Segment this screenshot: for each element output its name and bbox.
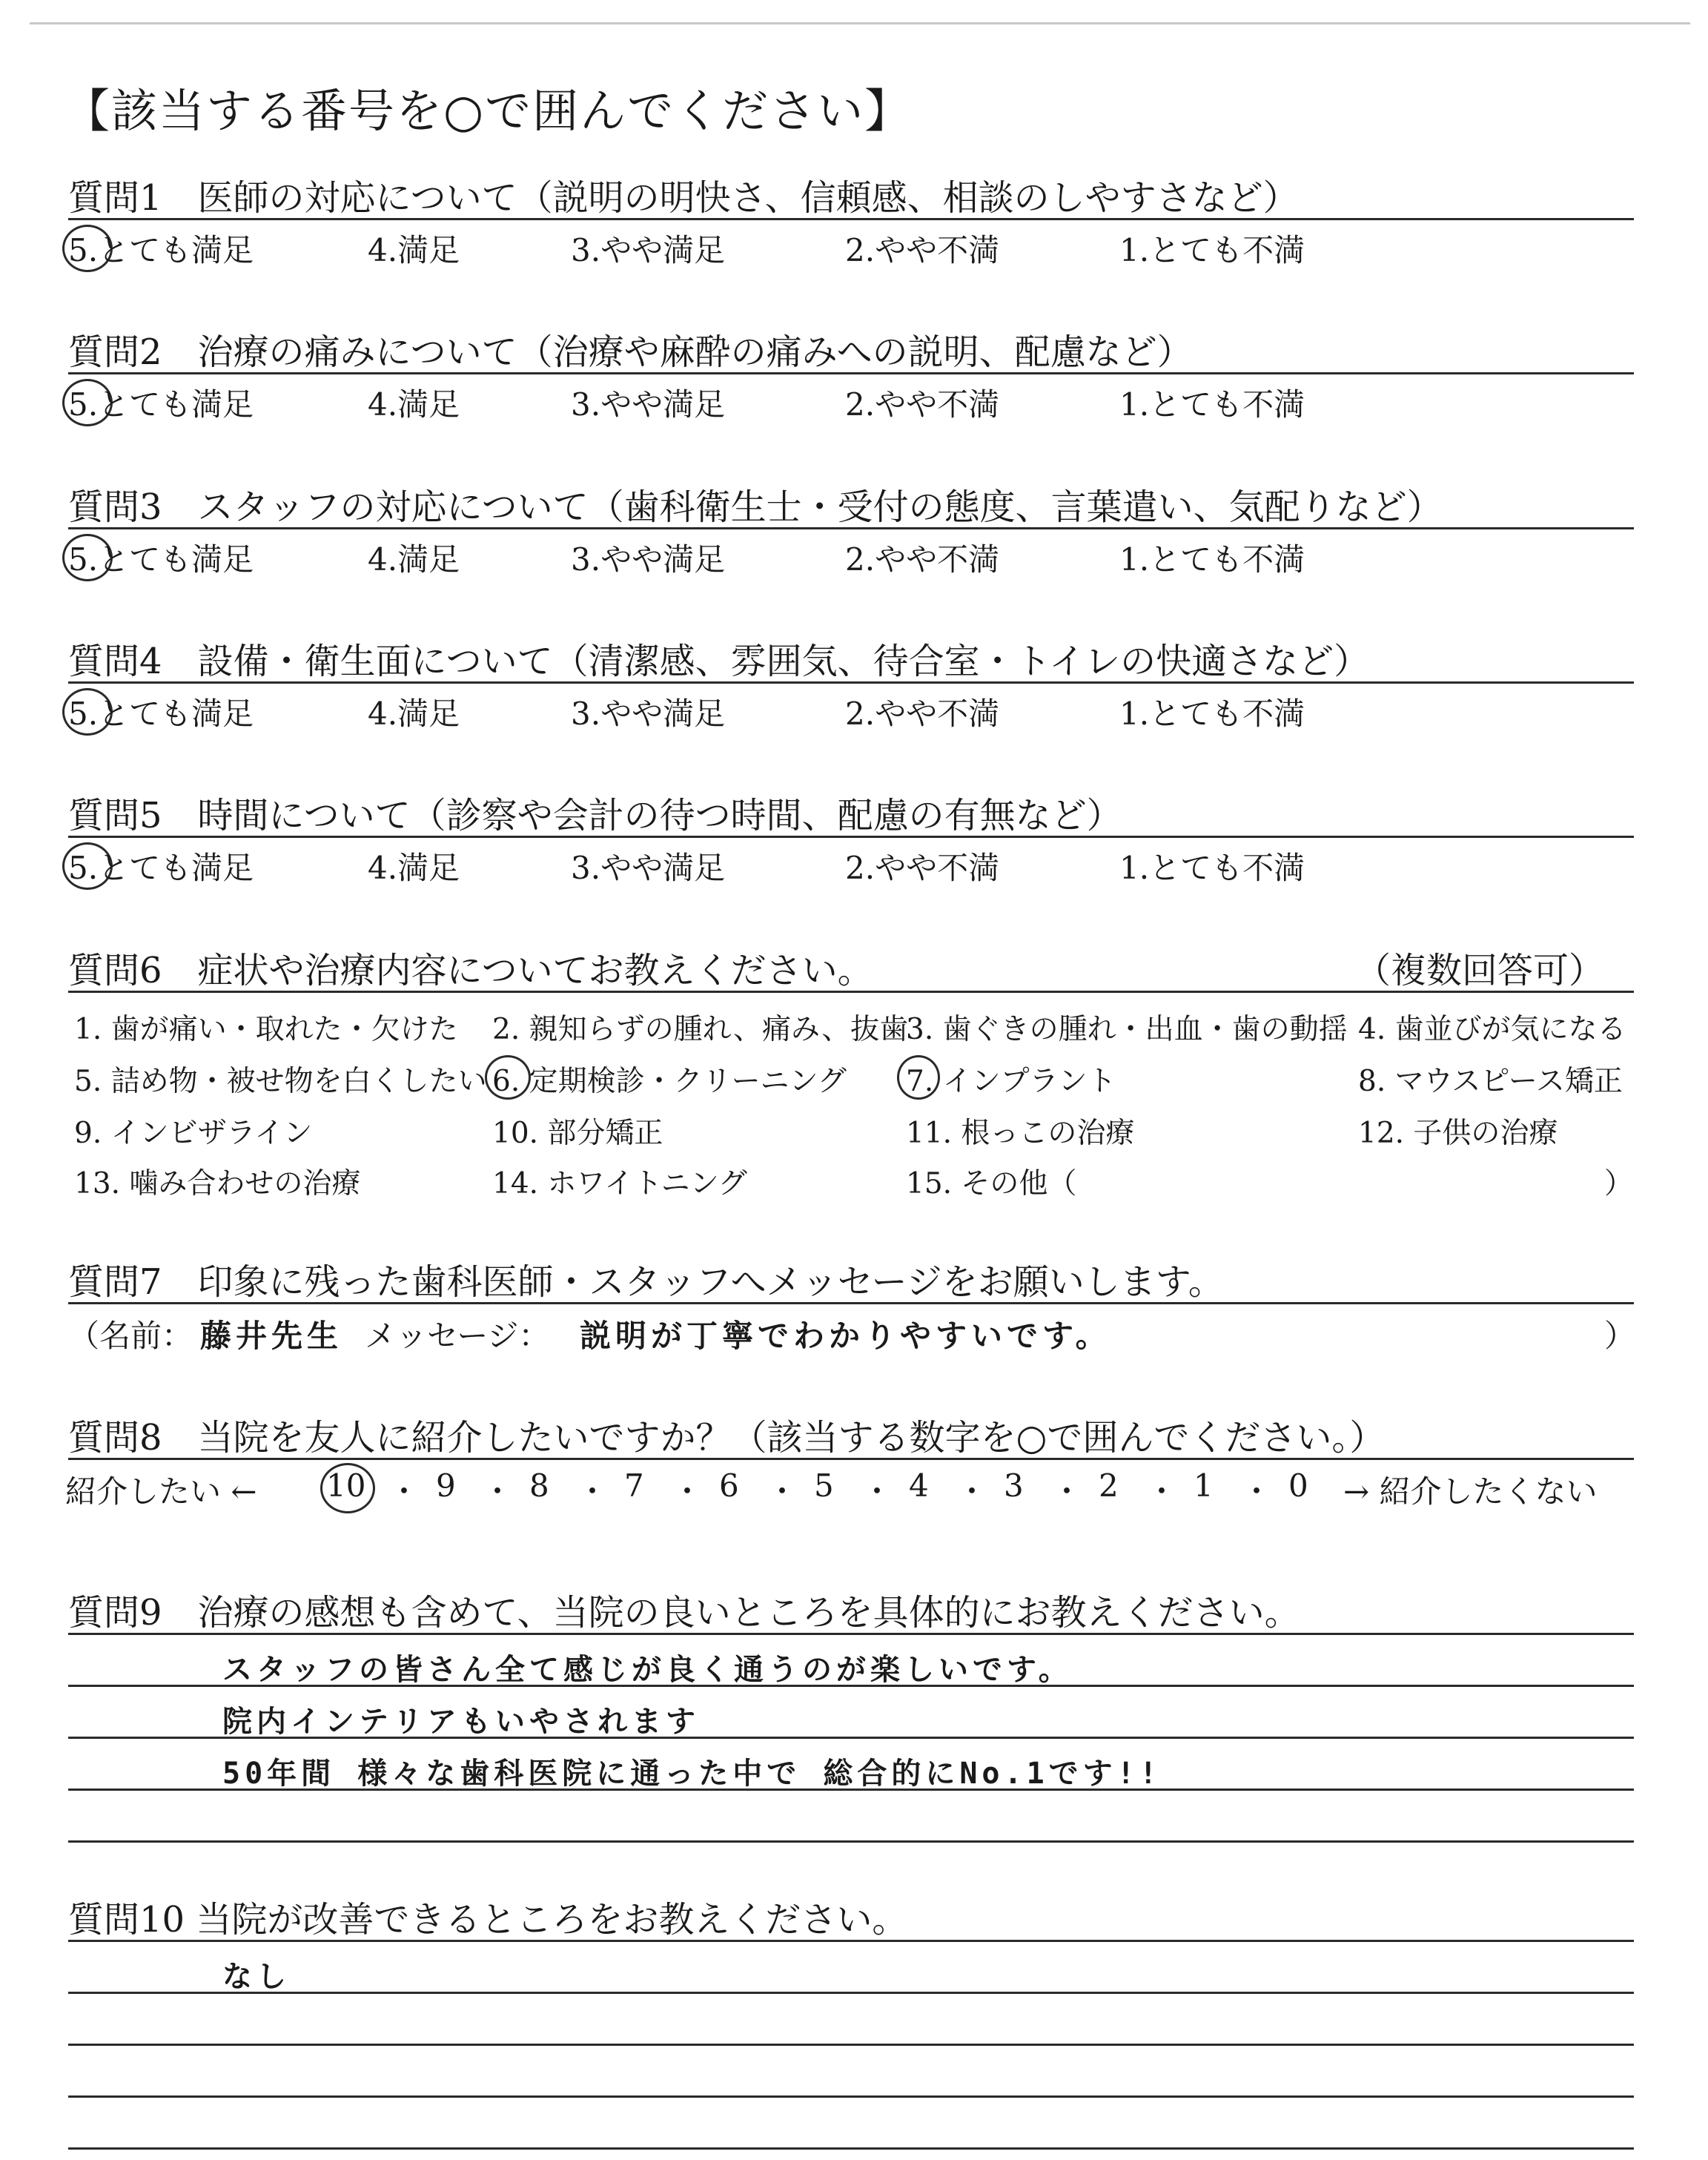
symptom-option[interactable]: 8. マウスピース矯正: [1358, 1065, 1623, 1098]
question-5: [68, 787, 1634, 891]
option-5[interactable]: 5.とても満足: [68, 696, 254, 732]
symptom-options: [68, 993, 1634, 1200]
rating-options: [68, 529, 1634, 583]
option-3[interactable]: 3.やや満足: [571, 696, 726, 732]
scale-separator: ・: [1146, 1473, 1178, 1510]
option-2[interactable]: 2.やや不満: [845, 541, 1000, 578]
scale-6[interactable]: 6: [719, 1467, 739, 1504]
option-1[interactable]: 1.とても不満: [1119, 232, 1305, 268]
symptom-option[interactable]: 7. インプラント: [906, 1065, 1116, 1098]
answer-text[interactable]: 院内インテリアもいやされます: [222, 1705, 700, 1739]
question-title: 質問10 当院が改善できるところをお教えください。: [68, 1899, 908, 1941]
answer-line: [68, 2095, 1634, 2098]
rating-options: [68, 838, 1634, 891]
question-8: [65, 1409, 1634, 1519]
answer-line: [68, 2044, 1634, 2046]
answer-line: [68, 1840, 1634, 1843]
question-4: [68, 633, 1634, 737]
scale-separator: ・: [767, 1473, 798, 1510]
scale-separator: ・: [861, 1473, 893, 1510]
question-3: [68, 478, 1634, 583]
other-close-paren: ）: [1604, 1167, 1634, 1200]
symptom-option[interactable]: 2. 親知らずの腫れ、痛み、抜歯: [492, 1013, 909, 1046]
option-4[interactable]: 4.満足: [368, 850, 460, 886]
question-6: [68, 942, 1634, 1200]
scale-1[interactable]: 1: [1194, 1467, 1214, 1504]
scale-0[interactable]: 0: [1288, 1467, 1308, 1504]
scale-right-label: → 紹介したくない: [1343, 1473, 1598, 1510]
name-value[interactable]: 藤井先生: [200, 1318, 343, 1354]
answer-text[interactable]: なし: [222, 1960, 291, 1994]
symptom-option[interactable]: 5. 詰め物・被せ物を白くしたい: [74, 1065, 487, 1098]
symptom-option[interactable]: 10. 部分矯正: [492, 1117, 663, 1150]
option-1[interactable]: 1.とても不満: [1119, 850, 1305, 886]
answer-line: [68, 1633, 1634, 1635]
option-4[interactable]: 4.満足: [368, 696, 460, 732]
symptom-option-other[interactable]: 15. その他（: [906, 1167, 1077, 1200]
question-title: 質問9 治療の感想も含めて、当院の良いところを具体的にお教えください。: [68, 1592, 1300, 1634]
message-label: メッセージ：: [365, 1318, 550, 1354]
scale-separator: ・: [672, 1473, 704, 1510]
scale-separator: ・: [1051, 1473, 1083, 1510]
option-2[interactable]: 2.やや不満: [845, 386, 1000, 423]
scale-7[interactable]: 7: [624, 1467, 644, 1504]
question-title: 質問3 スタッフの対応について（歯科衛生士・受付の態度、言葉遣い、気配りなど）: [68, 486, 1443, 528]
scale-separator: ・: [577, 1473, 609, 1510]
rating-options: [68, 220, 1634, 274]
option-2[interactable]: 2.やや不満: [845, 232, 1000, 268]
question-9: [68, 1584, 1634, 1791]
symptom-option[interactable]: 12. 子供の治療: [1358, 1117, 1558, 1150]
symptom-option[interactable]: 4. 歯並びが気になる: [1358, 1013, 1626, 1046]
option-1[interactable]: 1.とても不満: [1119, 386, 1305, 423]
option-1[interactable]: 1.とても不満: [1119, 696, 1305, 732]
multiple-answer-note: （複数回答可）: [1354, 950, 1604, 991]
scale-4[interactable]: 4: [909, 1467, 929, 1504]
question-title: 質問5 時間について（診察や会計の待つ時間、配慮の有無など）: [68, 795, 1122, 836]
top-border: [30, 22, 1690, 24]
option-5[interactable]: 5.とても満足: [68, 386, 254, 423]
recommend-scale: [65, 1460, 1634, 1519]
symptom-option[interactable]: 9. インビザライン: [74, 1117, 313, 1150]
option-2[interactable]: 2.やや不満: [845, 850, 1000, 886]
question-6-title: 質問6 症状や治療内容についてお教えください。: [68, 950, 873, 991]
symptom-option[interactable]: 1. 歯が痛い・取れた・欠けた: [74, 1013, 458, 1046]
question-2: [68, 323, 1634, 428]
question-title: 質問8 当院を友人に紹介したいですか？（該当する数字を○で囲んでください。）: [68, 1417, 1386, 1459]
question-title: 質問7 印象に残った歯科医師・スタッフへメッセージをお願いします。: [68, 1261, 1224, 1303]
option-5[interactable]: 5.とても満足: [68, 232, 254, 268]
message-value[interactable]: 説明が丁寧でわかりやすいです。: [580, 1318, 1111, 1354]
option-4[interactable]: 4.満足: [368, 541, 460, 578]
answer-line: [68, 2147, 1634, 2150]
scale-left-label: 紹介したい ←: [65, 1473, 257, 1510]
option-4[interactable]: 4.満足: [368, 386, 460, 423]
option-5[interactable]: 5.とても満足: [68, 541, 254, 578]
scale-3[interactable]: 3: [1004, 1467, 1024, 1504]
symptom-option[interactable]: 11. 根っこの治療: [906, 1117, 1135, 1150]
scale-8[interactable]: 8: [529, 1467, 549, 1504]
scale-5[interactable]: 5: [814, 1467, 834, 1504]
question-7: [68, 1253, 1634, 1356]
option-3[interactable]: 3.やや満足: [571, 850, 726, 886]
scale-separator: ・: [956, 1473, 988, 1510]
scale-separator: ・: [388, 1473, 420, 1510]
answer-line: [68, 1940, 1634, 1942]
rating-options: [68, 374, 1634, 428]
option-3[interactable]: 3.やや満足: [571, 386, 726, 423]
scale-10[interactable]: 10: [326, 1467, 366, 1504]
option-5[interactable]: 5.とても満足: [68, 850, 254, 886]
option-3[interactable]: 3.やや満足: [571, 232, 726, 268]
symptom-option[interactable]: 13. 噛み合わせの治療: [74, 1167, 361, 1200]
scale-2[interactable]: 2: [1099, 1467, 1119, 1504]
symptom-option[interactable]: 6. 定期検診・クリーニング: [492, 1065, 847, 1098]
answer-text[interactable]: 50年間 様々な歯科医院に通った中で 総合的にNo.1です!!: [222, 1757, 1162, 1791]
question-title: [68, 942, 1634, 991]
option-3[interactable]: 3.やや満足: [571, 541, 726, 578]
page-title: 【該当する番号を○で囲んでください】: [64, 84, 913, 138]
answer-text[interactable]: スタッフの皆さん全て感じが良く通うのが楽しいです。: [222, 1653, 1073, 1687]
option-2[interactable]: 2.やや不満: [845, 696, 1000, 732]
scale-separator: ・: [1241, 1473, 1273, 1510]
scale-9[interactable]: 9: [436, 1467, 456, 1504]
question-1: [68, 169, 1634, 274]
answer-line: [68, 1992, 1634, 1994]
message-close-paren: ）: [1604, 1318, 1636, 1354]
scale-separator: ・: [482, 1473, 514, 1510]
rating-options: [68, 684, 1634, 737]
symptom-option[interactable]: 3. 歯ぐきの腫れ・出血・歯の動揺: [906, 1013, 1348, 1046]
question-title: 質問2 治療の痛みについて（治療や麻酔の痛みへの説明、配慮など）: [68, 331, 1193, 373]
question-10: [68, 1891, 1634, 1994]
question-title: 質問1 医師の対応について（説明の明快さ、信頼感、相談のしやすさなど）: [68, 177, 1299, 219]
symptom-option[interactable]: 14. ホワイトニング: [492, 1167, 747, 1200]
option-4[interactable]: 4.満足: [368, 232, 460, 268]
name-label: （名前：: [68, 1318, 193, 1354]
question-title: 質問4 設備・衛生面について（清潔感、雰囲気、待合室・トイレの快適さなど）: [68, 641, 1370, 682]
option-1[interactable]: 1.とても不満: [1119, 541, 1305, 578]
message-row: [68, 1304, 1634, 1356]
